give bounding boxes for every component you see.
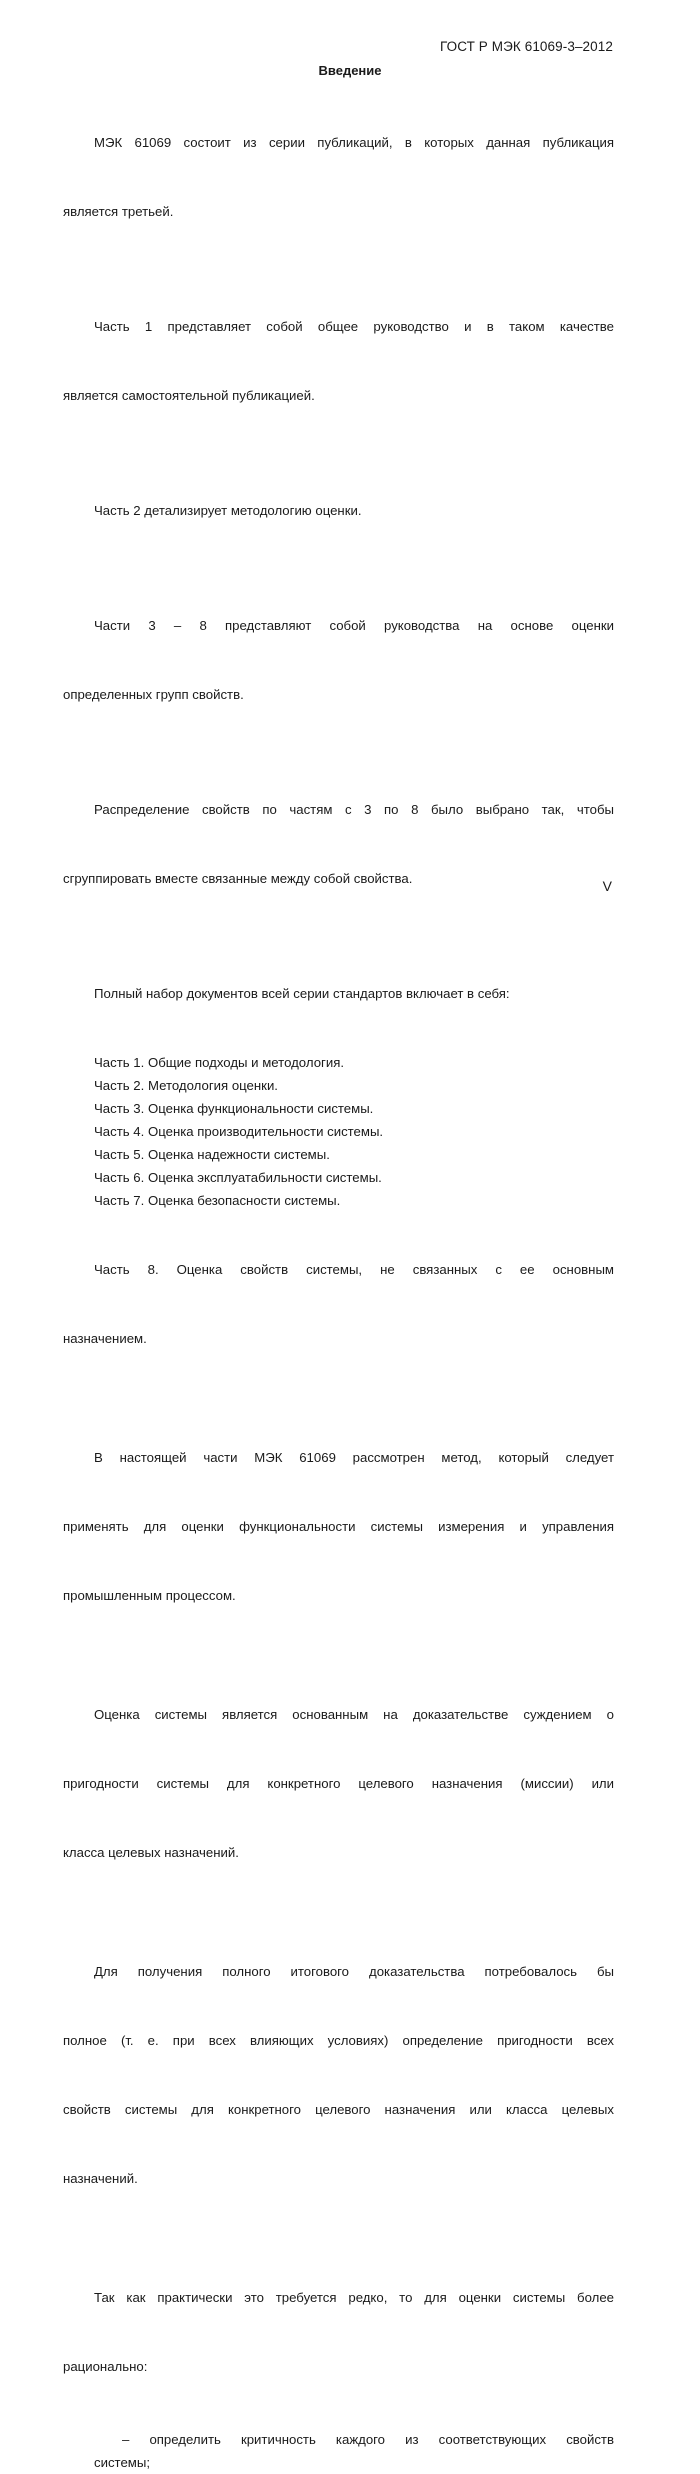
list-item	[94, 1097, 614, 1120]
paragraph	[63, 1914, 614, 2236]
bullet-word: определить	[149, 2432, 221, 2447]
paragraph-line: пригодности системы для конкретного целевого назначения (миссии) или	[63, 1776, 614, 1791]
paragraph-line: Полный набор документов всей серии стандартов включает в себя:	[94, 986, 510, 1001]
paragraph-line: определенных групп свойств.	[63, 687, 244, 702]
list-item-text: Часть 4. Оценка производительности системы.	[94, 1124, 384, 1139]
paragraph-line: рационально:	[63, 2359, 148, 2374]
paragraph-line: полное (т. е. при всех влияющих условиях) определение пригодности всех	[63, 2033, 614, 2048]
paragraph-line: является самостоятельной публикацией.	[63, 388, 315, 403]
bullet-dash: –	[122, 2432, 130, 2447]
paragraph	[63, 85, 614, 269]
list-item	[94, 1166, 614, 1189]
bullet-item	[94, 2428, 614, 2474]
bullet-continuation: системы;	[94, 2455, 150, 2470]
bullet-word: свойств	[566, 2432, 614, 2447]
bullet-word: каждого	[335, 2432, 386, 2447]
paragraph-line: Так как практически это требуется редко, то для оценки системы более	[94, 2290, 614, 2305]
bullet-line	[94, 2428, 614, 2451]
paragraph-line: МЭК 61069 состоит из серии публикаций, в которых данная публикация	[94, 135, 614, 150]
list-item-text: Часть 7. Оценка безопасности системы.	[94, 1193, 341, 1208]
list-item-text: Часть 6. Оценка эксплуатабильности системы.	[94, 1170, 382, 1185]
paragraph-line: промышленным процессом.	[63, 1588, 236, 1603]
paragraph	[63, 269, 614, 453]
standard-header: ГОСТ Р МЭК 61069-3–2012	[439, 39, 613, 54]
paragraph	[94, 936, 614, 1051]
bullet-word: критичность	[240, 2432, 316, 2447]
paragraph-line: применять для оценки функциональности системы измерения и управления	[63, 1519, 614, 1534]
paragraph	[63, 568, 614, 752]
paragraph-line: назначением.	[63, 1331, 147, 1346]
paragraph-line: назначений.	[63, 2171, 138, 2186]
paragraph-line: Части 3 – 8 представляют собой руководства на основе оценки	[94, 618, 614, 633]
section-title: Введение	[318, 63, 382, 78]
paragraph	[63, 1212, 614, 1396]
paragraph-line: Часть 1 представляет собой общее руководство и в таком качестве	[94, 319, 614, 334]
page-number: V	[602, 878, 612, 894]
paragraph	[63, 752, 614, 936]
paragraph-line: Распределение свойств по частям с 3 по 8 было выбрано так, чтобы	[94, 802, 614, 817]
paragraph-line: сгруппировать вместе связанные между собой свойства.	[63, 871, 413, 886]
body-text	[63, 85, 614, 2474]
bullet-word: из	[405, 2432, 419, 2447]
paragraph-line: Оценка системы является основанным на доказательстве суждением о	[94, 1707, 614, 1722]
list-item-text: Часть 3. Оценка функциональности системы.	[94, 1101, 374, 1116]
paragraph-line: класса целевых назначений.	[63, 1845, 239, 1860]
list-item	[94, 1074, 614, 1097]
paragraph	[94, 453, 614, 568]
paragraph	[63, 1657, 614, 1910]
paragraph-line: свойств системы для конкретного целевого назначения или класса целевых	[63, 2102, 614, 2117]
paragraph-line: В настоящей части МЭК 61069 рассмотрен метод, который следует	[94, 1450, 614, 1465]
paragraph-line: Для получения полного итогового доказательства потребовалось бы	[94, 1964, 614, 1979]
paragraph-line: Часть 2 детализирует методологию оценки.	[94, 503, 362, 518]
list-item-text: Часть 1. Общие подходы и методология.	[94, 1055, 345, 1070]
paragraph	[63, 1400, 614, 1653]
list-item-text: Часть 2. Методология оценки.	[94, 1078, 278, 1093]
paragraph	[63, 2240, 614, 2424]
paragraph-line: является третьей.	[63, 204, 174, 219]
list-item	[94, 1120, 614, 1143]
paragraph-line: Часть 8. Оценка свойств системы, не связанных с ее основным	[94, 1262, 614, 1277]
list-item	[94, 1051, 614, 1074]
bullet-word: соответствующих	[438, 2432, 547, 2447]
list-item	[94, 1143, 614, 1166]
list-item	[94, 1189, 614, 1212]
list-item-text: Часть 5. Оценка надежности системы.	[94, 1147, 330, 1162]
